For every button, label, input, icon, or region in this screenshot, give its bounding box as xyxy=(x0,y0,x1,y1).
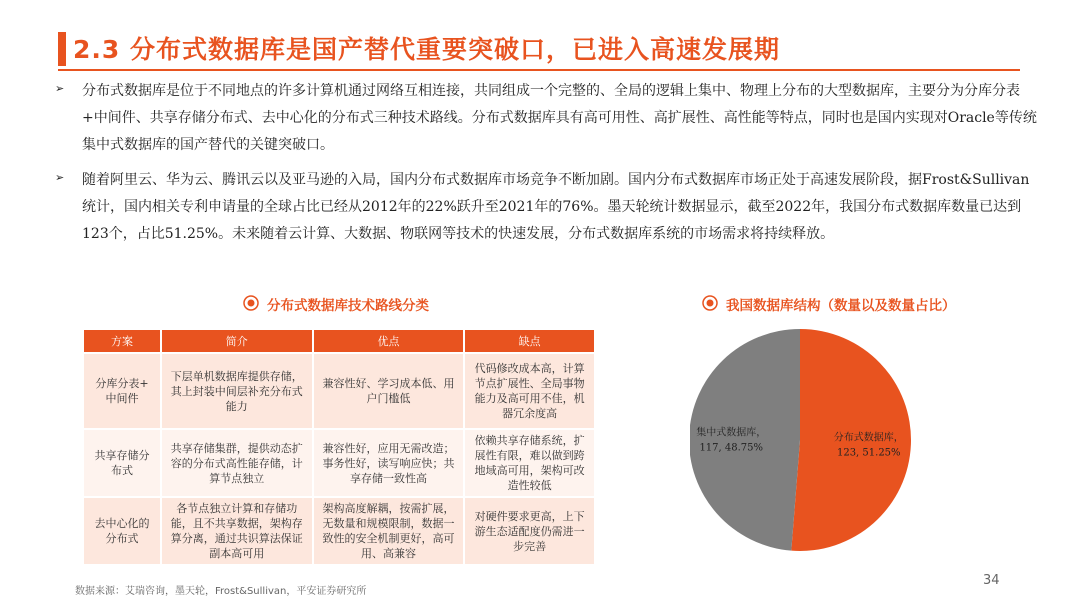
title-accent-bar xyxy=(58,32,66,66)
source-footnote: 数据来源：艾瑞咨询，墨天轮，Frost&Sullivan，平安证券研究所 xyxy=(75,586,367,597)
pie-slice xyxy=(690,329,800,551)
pie-slice-value-label: 123, 51.25% xyxy=(836,447,901,459)
column-header: 缺点 xyxy=(465,330,594,352)
table-row xyxy=(84,430,594,496)
bullet-list xyxy=(55,78,1040,256)
pie-slice-value-label: 117, 48.75% xyxy=(699,442,764,454)
table-cell: 去中心化的 分布式 xyxy=(84,498,160,564)
table-row xyxy=(84,498,594,564)
bullet-text: 分布式数据库是位于不同地点的许多计算机通过网络互相连接，共同组成一个完整的、全局的逻辑上集中、物理上分布的大型数据库，主要分为分库分表+中间件、共享存储分布式、去中心化的分布式三种技术路线。分布式数据库具有高可用性、高扩展性、高性能等特点，同时也是国内实现对Oracle等传统集中式数据库的国产替代的关键突破口。 xyxy=(82,83,1037,153)
target-icon xyxy=(243,295,259,311)
column-header: 简介 xyxy=(162,330,312,352)
arrow-bullet-icon: ➢ xyxy=(55,171,65,184)
routes-table xyxy=(82,328,596,566)
table-section-title: 分布式数据库技术路线分类 xyxy=(267,298,429,314)
pie-slice-label: 分布式数据库， xyxy=(833,432,904,444)
table-cell: 兼容性好、学习成本低、用户门槛低 xyxy=(314,354,464,428)
table-cell: 架构高度解耦，按需扩展，无数量和规模限制，数据一致性的安全机制更好，高可用、高兼容 xyxy=(314,498,464,564)
table-cell: 各节点独立计算和存储功能，且不共享数据，架构存算分离，通过共识算法保证副本高可用 xyxy=(162,498,312,564)
table-header-row xyxy=(84,330,594,352)
bullet-text: 随着阿里云、华为云、腾讯云以及亚马逊的入局，国内分布式数据库市场竞争不断加剧。国内分布式数据库市场正处于高速发展阶段，据Frost&Sullivan统计，国内相关专利申请量的全球占比已经从2012年的22%跃升至2021年的76%。墨天轮统计数据显示，截至2022年，我国分布式数据库数量已达到123个，占比51.25%。未来随着云计算、大数据、物联网等技术的快速发展，分布式数据库系统的市场需求将持续释放。 xyxy=(82,172,1030,242)
table-cell: 兼容性好，应用无需改造；事务性好，读写响应快；共享存储一致性高 xyxy=(314,430,464,496)
bullet-item xyxy=(55,167,1040,248)
chart-section-title: 我国数据库结构（数量以及数量占比） xyxy=(726,298,956,314)
title-divider xyxy=(58,69,1020,71)
page-number: 34 xyxy=(983,573,1000,588)
bullet-item xyxy=(55,78,1040,159)
table-row xyxy=(84,354,594,428)
table-cell: 共享存储分 布式 xyxy=(84,430,160,496)
arrow-bullet-icon: ➢ xyxy=(55,82,65,95)
table-cell: 分库分表+ 中间件 xyxy=(84,354,160,428)
table-cell: 下层单机数据库提供存储，其上封装中间层补充分布式能力 xyxy=(162,354,312,428)
column-header: 优点 xyxy=(314,330,464,352)
table-cell: 代码修改成本高，计算节点扩展性、全局事物能力及高可用不佳，机器冗余度高 xyxy=(465,354,594,428)
table-cell: 共享存储集群，提供动态扩容的分布式高性能存储，计算节点独立 xyxy=(162,430,312,496)
pie-chart xyxy=(690,315,920,575)
column-header: 方案 xyxy=(84,330,160,352)
title-bar xyxy=(0,28,1080,68)
page-title: 2.3 分布式数据库是国产替代重要突破口，已进入高速发展期 xyxy=(73,35,780,64)
target-icon xyxy=(702,295,718,311)
pie-slice-label: 集中式数据库， xyxy=(696,427,767,439)
table-cell: 依赖共享存储系统，扩展性有限，难以做到跨地域高可用，架构可改造性较低 xyxy=(465,430,594,496)
table-cell: 对硬件要求更高，上下游生态适配度仍需进一步完善 xyxy=(465,498,594,564)
